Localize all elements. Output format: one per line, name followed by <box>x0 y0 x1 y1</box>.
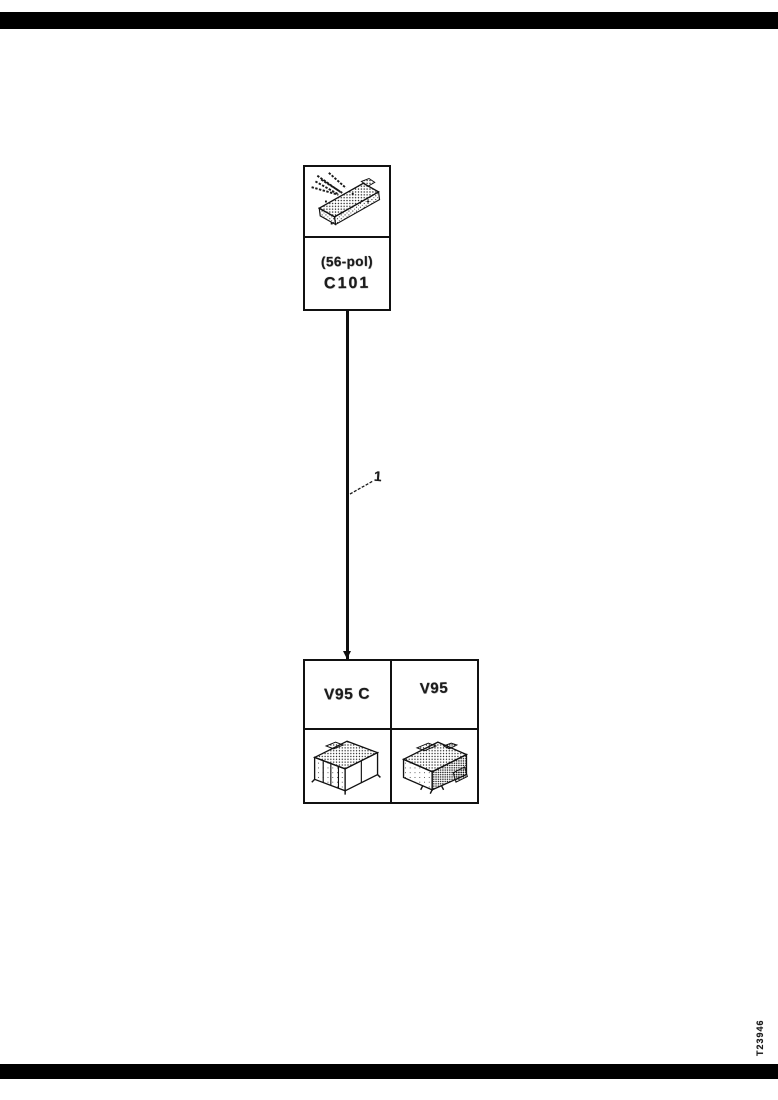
connector-label-cell <box>305 238 389 309</box>
control-unit-illustration <box>307 732 389 800</box>
component-label-v95: V95 <box>419 679 449 698</box>
component-label-cell-v95 <box>392 661 477 730</box>
bottom-border-bar <box>0 1064 778 1079</box>
component-grid <box>303 659 479 804</box>
connector-box <box>303 165 391 311</box>
connector-pole-count-label: (56-pol) <box>320 253 374 270</box>
component-image-cell-v95c <box>305 730 392 802</box>
component-label-v95c: V95 C <box>324 685 371 703</box>
connector-code-label: C101 <box>323 274 371 293</box>
harness-connector-illustration <box>305 168 389 235</box>
top-border-bar <box>0 12 778 29</box>
control-unit-connector-illustration <box>394 732 476 800</box>
connector-image-cell <box>305 167 389 238</box>
wire-callout-label: 1 <box>373 467 383 485</box>
wire-arrowhead <box>343 651 351 659</box>
component-label-cell-v95c <box>305 661 392 730</box>
component-image-cell-v95 <box>392 730 477 802</box>
plate-id-watermark: T23946 <box>755 1019 765 1056</box>
